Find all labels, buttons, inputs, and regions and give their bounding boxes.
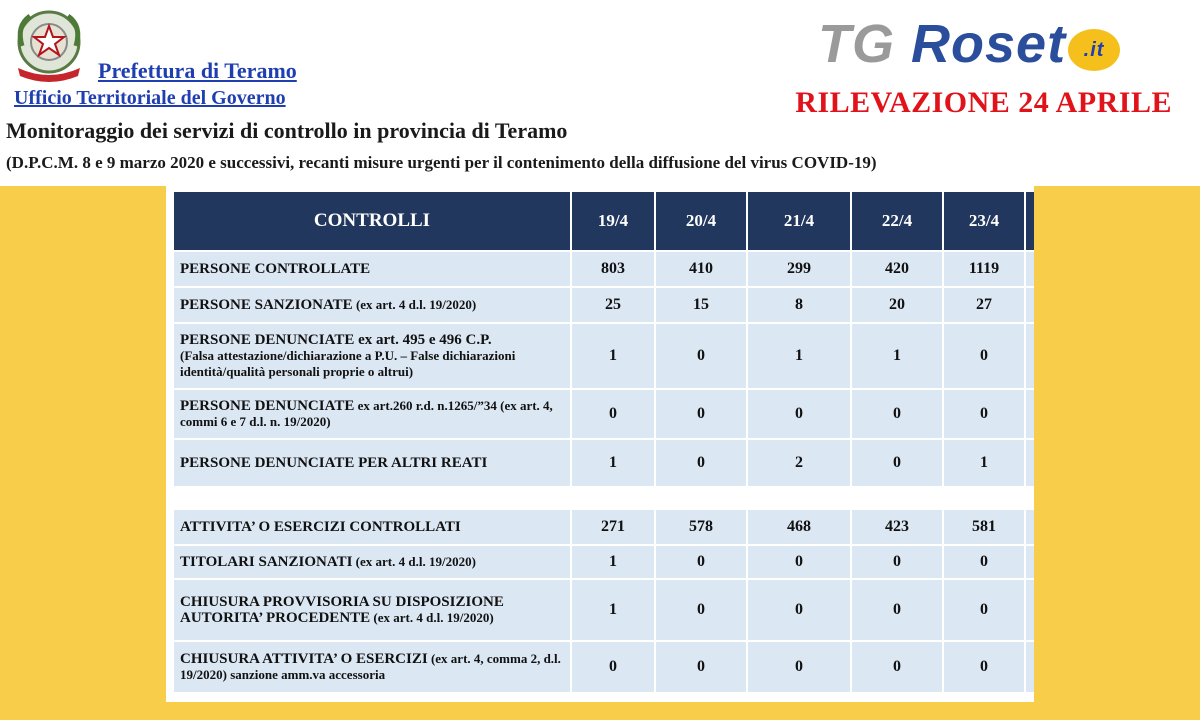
- monitoring-title: Monitoraggio dei servizi di controllo in provincia di Teramo: [6, 118, 568, 143]
- document-header: [0, 0, 1200, 186]
- italian-republic-emblem-icon: [8, 6, 90, 86]
- table-spacer-row: [173, 487, 1034, 509]
- row-label: [173, 287, 571, 323]
- table-cell: 1119: [943, 251, 1025, 287]
- logo-tg-text: TG: [818, 14, 895, 74]
- table-cell: 803: [571, 251, 655, 287]
- table-cell: 0: [851, 439, 943, 487]
- controls-table-panel: [166, 186, 1034, 702]
- table-cell: 0: [747, 389, 851, 439]
- table-cell: 0: [943, 323, 1025, 389]
- row-label-rest: ex art.260 r.d. n.1265/”34 (ex art. 4, commi 6 e 7 d.l. n. 19/2020): [180, 398, 553, 429]
- row-label: [173, 641, 571, 693]
- table-cell: 0: [655, 579, 747, 641]
- table-cell: 0: [851, 389, 943, 439]
- row-label: [173, 389, 571, 439]
- rilevazione-date: RILEVAZIONE 24 APRILE: [795, 86, 1172, 119]
- table-cell-truncated: [1025, 641, 1034, 693]
- row-label-rest: ex art. 495 e 496 C.P.: [354, 332, 492, 348]
- table-cell: 1: [571, 323, 655, 389]
- table-cell: 27: [943, 287, 1025, 323]
- table-cell: 0: [747, 579, 851, 641]
- table-cell: 0: [571, 641, 655, 693]
- row-label-rest: (ex art. 4 d.l. 19/2020): [370, 610, 494, 625]
- row-label: [173, 323, 571, 389]
- row-label-main: CHIUSURA PROVVISORIA SU DISPOSIZIONE AUTORITA’ PROCEDENTE: [180, 594, 504, 626]
- controls-table: [172, 190, 1034, 694]
- row-label-main: PERSONE DENUNCIATE PER ALTRI REATI: [180, 455, 488, 471]
- row-label: [173, 439, 571, 487]
- row-label-main: CHIUSURA ATTIVITA’ O ESERCIZI: [180, 651, 428, 667]
- table-cell: 1: [747, 323, 851, 389]
- table-cell: 0: [943, 641, 1025, 693]
- row-label-main: PERSONE CONTROLLATE: [180, 261, 371, 277]
- row-label-rest: (ex art. 4, comma 2, d.l. 19/2020) sanzione amm.va accessoria: [180, 651, 561, 682]
- column-header-date: 21/4: [747, 191, 851, 251]
- column-header-date: 22/4: [851, 191, 943, 251]
- row-label: [173, 545, 571, 579]
- table-cell: 0: [655, 389, 747, 439]
- row-label-rest: (ex art. 4 d.l. 19/2020): [352, 554, 476, 569]
- table-cell: 420: [851, 251, 943, 287]
- row-label: [173, 251, 571, 287]
- table-cell: 0: [747, 641, 851, 693]
- table-cell: 25: [571, 287, 655, 323]
- table-cell: 15: [655, 287, 747, 323]
- ufficio-name: Ufficio Territoriale del Governo: [14, 87, 286, 109]
- table-cell-truncated: [1025, 545, 1034, 579]
- logo-dot-it-badge: .it: [1068, 29, 1120, 71]
- row-label-main: TITOLARI SANZIONATI: [180, 554, 353, 570]
- logo-roset-text: Roset: [911, 14, 1067, 74]
- row-label: [173, 509, 571, 545]
- prefettura-name: Prefettura di Teramo: [98, 58, 297, 83]
- table-row: [173, 509, 1034, 545]
- table-cell-truncated: [1025, 251, 1034, 287]
- table-row: [173, 641, 1034, 693]
- table-row: [173, 439, 1034, 487]
- table-cell-truncated: [1025, 389, 1034, 439]
- table-cell-truncated: [1025, 509, 1034, 545]
- table-cell-truncated: [1025, 579, 1034, 641]
- table-cell: 0: [943, 545, 1025, 579]
- monitoring-subtitle: (D.P.C.M. 8 e 9 marzo 2020 e successivi, recanti misure urgenti per il contenimento della diffusione del virus COVID-19): [6, 153, 877, 172]
- table-cell: 410: [655, 251, 747, 287]
- table-cell: 0: [747, 545, 851, 579]
- table-cell: 0: [943, 579, 1025, 641]
- table-row: [173, 545, 1034, 579]
- row-label: [173, 579, 571, 641]
- spacer-cell: [173, 487, 1034, 509]
- table-cell: 20: [851, 287, 943, 323]
- row-label-main: PERSONE DENUNCIATE: [180, 398, 355, 414]
- table-cell: 0: [851, 545, 943, 579]
- table-cell: 1: [571, 579, 655, 641]
- table-header-row: [173, 191, 1034, 251]
- table-row: [173, 287, 1034, 323]
- column-header-controlli: CONTROLLI: [173, 191, 571, 251]
- table-cell: 0: [655, 323, 747, 389]
- table-cell: 468: [747, 509, 851, 545]
- table-cell: 0: [655, 545, 747, 579]
- column-header-date: 23/4: [943, 191, 1025, 251]
- row-label-main: ATTIVITA’ O ESERCIZI CONTROLLATI: [180, 519, 461, 535]
- table-cell: 2: [747, 439, 851, 487]
- table-cell: 578: [655, 509, 747, 545]
- row-label-main: PERSONE SANZIONATE: [180, 297, 353, 313]
- table-cell: 0: [851, 579, 943, 641]
- row-label-rest: (ex art. 4 d.l. 19/2020): [352, 297, 477, 312]
- table-row: [173, 389, 1034, 439]
- table-cell: 0: [851, 641, 943, 693]
- row-label-main: PERSONE DENUNCIATE: [180, 332, 355, 348]
- table-cell: 0: [655, 439, 747, 487]
- table-row: [173, 323, 1034, 389]
- column-header-date: 19/4: [571, 191, 655, 251]
- table-cell-truncated: [1025, 439, 1034, 487]
- column-header-truncated: [1025, 191, 1034, 251]
- tg-roseto-logo[interactable]: [818, 14, 1120, 74]
- table-cell: 271: [571, 509, 655, 545]
- column-header-date: 20/4: [655, 191, 747, 251]
- table-cell: 0: [571, 389, 655, 439]
- table-cell: 1: [571, 545, 655, 579]
- table-cell: 1: [851, 323, 943, 389]
- table-cell: 1: [571, 439, 655, 487]
- table-cell: 423: [851, 509, 943, 545]
- table-cell: 8: [747, 287, 851, 323]
- table-cell: 0: [655, 641, 747, 693]
- table-row: [173, 251, 1034, 287]
- table-cell-truncated: [1025, 287, 1034, 323]
- table-cell: 0: [943, 389, 1025, 439]
- table-cell-truncated: [1025, 323, 1034, 389]
- table-cell: 581: [943, 509, 1025, 545]
- row-label-note: (Falsa attestazione/dichiarazione a P.U. – False dichiarazioni identità/qualità personali proprie o altrui): [180, 348, 516, 379]
- table-cell: 1: [943, 439, 1025, 487]
- table-row: [173, 579, 1034, 641]
- table-cell: 299: [747, 251, 851, 287]
